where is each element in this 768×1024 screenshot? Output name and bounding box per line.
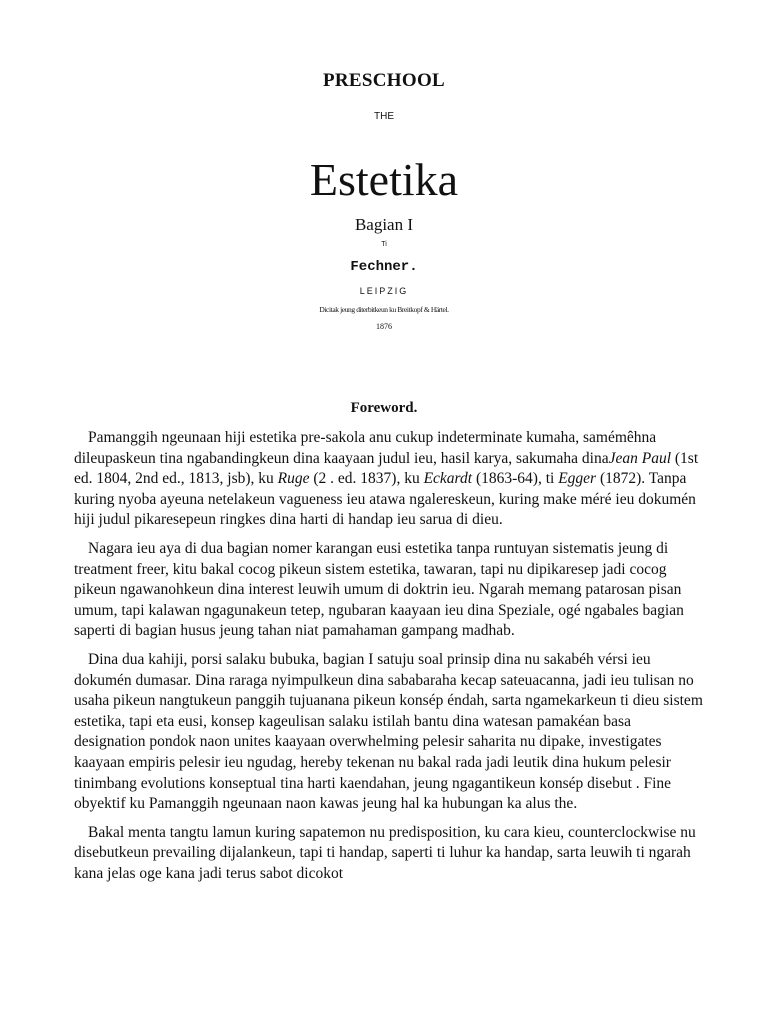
p1-text-c: (2 . ed. 1837), ku (309, 470, 424, 488)
name-jean-paul: Jean Paul (608, 449, 672, 467)
paragraph-4: Bakal menta tangtu lamun kuring sapatemon nu predisposition, ku cara kieu, counterclockwise nu disebutkeun prevailing dijalankeun, tapi ti handap, saperti ti luhur ka handap, sarta leuwih ti ngarah kana jelas oge kana jadi terus sabot dicokot (74, 823, 696, 882)
foreword-body (74, 428, 704, 892)
p1-text-e: (1872). Tanpa kuring nyoba ayeuna netelakeun vagueness ieu atawa ngalereskeun, kuring make méré ieu dokumén hiji judul pikaresepeun ringkes dina harti di handap ieu sarua di dieu. (74, 470, 696, 529)
paragraph-2: Nagara ieu aya di dua bagian nomer karangan eusi estetika tanpa runtuyan sistematis jeung di treatment freer, kitu bakal cocog pikeun sistem estetika, tawaran, tapi nu dipikaresep jadi cocog pikeun ngawanohkeun dina interest leuwih umum di doktrin ieu. Ngarah memang patarosan pisan umum, tapi kalawan ngagunakeun tetep, ngubaran kaayaan ieu dina Speziale, ogé ngabales bagian saperti di bagian husus jeung tahan niat pamahaman gampang madhab. (74, 539, 684, 640)
by-word: Ti (381, 241, 387, 248)
p1-text-b: (1st ed. 1804, 2nd ed., 1813, jsb), ku (74, 449, 699, 488)
name-ruge: Ruge (277, 470, 310, 488)
foreword-heading: Foreword. (350, 400, 418, 416)
p1-text-d: (1863-64), ti (472, 470, 559, 488)
publication-year: 1876 (376, 322, 392, 331)
book-title: Estetika (309, 154, 459, 205)
author-name: Fechner. (350, 259, 418, 275)
article-word: THE (374, 111, 394, 122)
publisher-line: Dicitak jeung diterbitkeun ku Breitkopf & Härtel. (319, 305, 449, 314)
paragraph-3: Dina dua kahiji, porsi salaku bubuka, bagian I satuju soal prinsip dina nu sakabéh vérsi ieu dokumén dumasar. Dina raraga nyimpulkeun dina sababaraha kecap sateuacanna, jadi ieu tulisan no usaha pikeun nangtukeun panggih tujuanana pikeun konsép éndah, sarta ngamekarkeun ti dieu sistem estetika, tapi eta eusi, konsep kageulisan salaku istilah bantu dina watesan pamakéan basa designation pondok naon unites kaayaan overwhelming pelesir saharita nu dipake, investigates kaayaan empiris pelesir ieu ngudag, hereby tekenan nu bakal rada jadi leutik dina hukum pelesir tinimbang evolutions konseptual tina harti kaendahan, jeung ngagantikeun konsép disebut . Fine obyektif ku Pamanggih ngeunaan naon kawas jeung hal ka hubungan ka alus the. (74, 650, 703, 813)
paragraph-1 (74, 428, 704, 531)
part-label: Bagian I (354, 215, 414, 234)
name-egger: Egger (558, 470, 597, 488)
series-title: PRESCHOOL (323, 70, 445, 91)
p1-text-a: Pamanggih ngeunaan hiji estetika pre-sakola anu cukup indeterminate kumaha, samémêhna dileupaskeun tina ngabandingkeun dina kaayaan judul ieu, hasil karya, sakumaha dina (74, 429, 657, 467)
publication-city: LEIPZIG (359, 286, 409, 296)
name-eckardt: Eckardt (423, 470, 473, 488)
